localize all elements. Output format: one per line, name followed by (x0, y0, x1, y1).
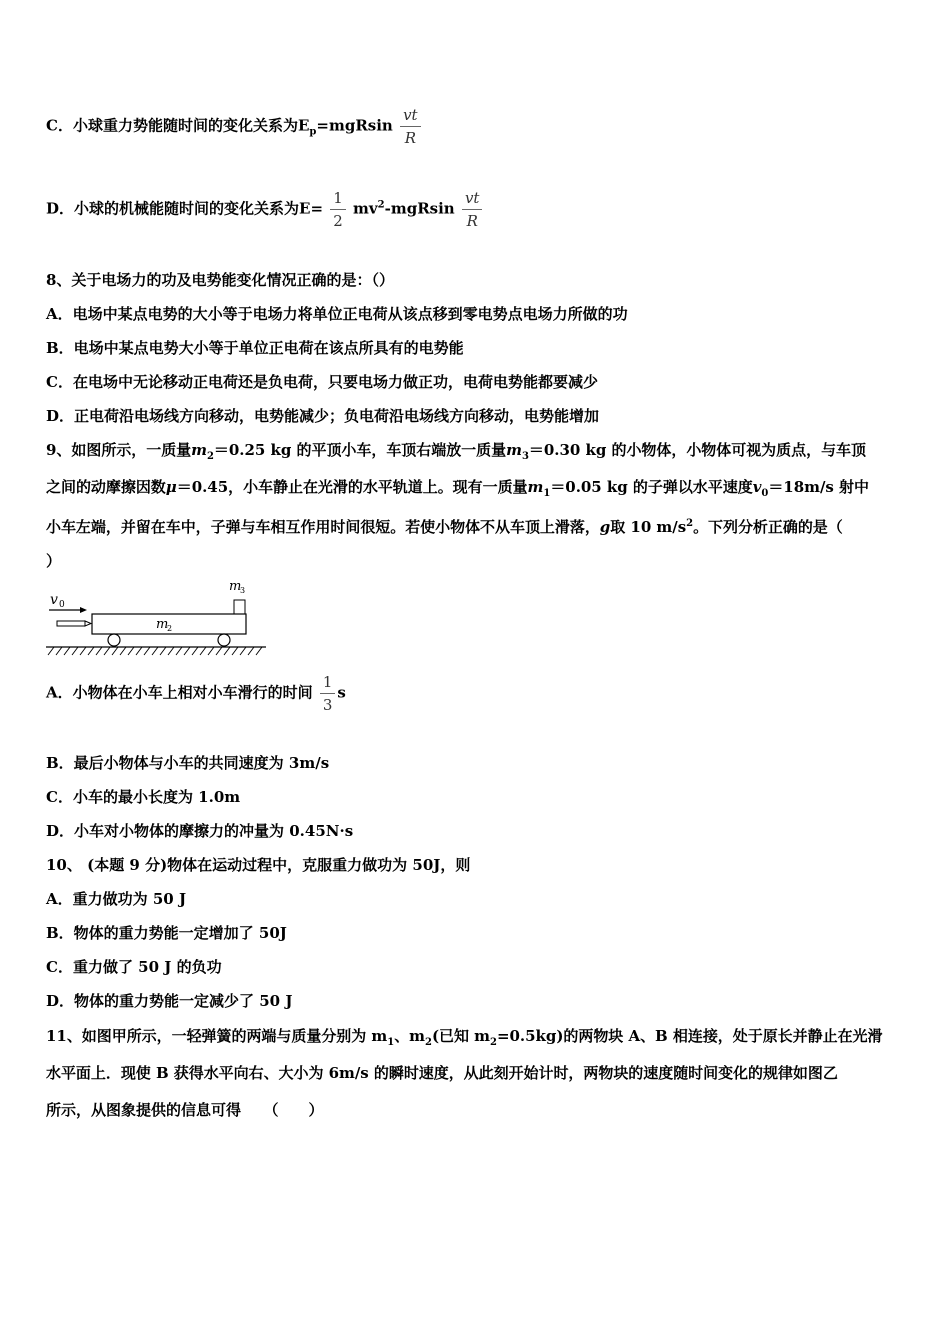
question-8-stem: 8、关于电场力的功及电势能变化情况正确的是：（） (46, 271, 394, 289)
option-10d: D．物体的重力势能一定减少了 50 J (46, 992, 293, 1010)
option-8b: B．电场中某点电势大小等于单位正电荷在该点所具有的电势能 (46, 339, 464, 357)
question-9-line-3: 小车左端，并留在车中，子弹与车相互作用时间很短。若使小物体不从车顶上滑落，g取 10 $m/s^2$。下列分析正确的是（ (46, 518, 843, 536)
bullet-icon (57, 621, 85, 626)
question-10-stem: 10、 (本题 9 分)物体在运动过程中，克服重力做功为 50J，则 (46, 856, 471, 874)
question-11-line-1: 11、如图甲所示，一轻弹簧的两端与质量分别为 $m_1$、$m_2$(已知 $m_2=0.5kg$)的两物块 A、B 相连接，处于原长并静止在光滑 (46, 1027, 883, 1048)
wheel-left-icon (108, 634, 120, 646)
option-7d: D．小球的机械能随时间的变化关系为E= $\frac{1}{2}$ $mv^2$-mgRsin $\frac{vt}{R}$ (46, 187, 484, 232)
fraction-vt-over-r: $\frac{vt}{R}$ (400, 104, 421, 149)
question-9-line-1: 9、如图所示，一质量$m_2=0.25$ kg 的平顶小车，车顶右端放一质量$m_3=0.30$ kg 的小物体，小物体可视为质点，与车顶 (46, 441, 866, 462)
option-8c: C．在电场中无论移动正电荷还是负电荷，只要电场力做正功，电荷电势能都要减少 (46, 373, 598, 391)
option-10c: C．重力做了 50 J 的负功 (46, 958, 222, 976)
bullet-tip-icon (85, 621, 91, 626)
question-9-line-2: 之间的动摩擦因数μ＝0.45，小车静止在光滑的水平轨道上。现有一质量$m_1=0.05$ kg 的子弹以水平速度$v_0=18m/s$ 射中 (46, 478, 869, 499)
fraction-vt-over-r: $\frac{vt}{R}$ (462, 187, 483, 232)
option-9d: D．小车对小物体的摩擦力的冲量为 0.45N·s (46, 822, 354, 840)
arrowhead-icon (80, 607, 87, 613)
m2-sub: 2 (167, 624, 173, 633)
wheel-right-icon (218, 634, 230, 646)
option-9a: A．小物体在小车上相对小车滑行的时间 $\frac{1}{3}$ s (46, 673, 346, 714)
question-9-line-4: ） (46, 552, 62, 570)
m2-label: m (156, 617, 169, 632)
m3-label: m (229, 579, 242, 594)
option-10a: A．重力做功为 50 J (46, 890, 187, 908)
fraction-one-third: $\frac{1}{3}$ (320, 671, 336, 716)
option-8d: D．正电荷沿电场线方向移动，电势能减少；负电荷沿电场线方向移动，电势能增加 (46, 407, 600, 425)
v0-label: v (50, 592, 58, 608)
option-7c: C．小球重力势能随时间的变化关系为$E_p=mgRsin$ $\frac{vt}{R}$ (46, 104, 423, 149)
option-9b: B．最后小物体与小车的共同速度为 3m/s (46, 754, 330, 772)
option-8a: A．电场中某点电势的大小等于电场力将单位正电荷从该点移到零电势点电场力所做的功 (46, 305, 628, 323)
option-9c: C．小车的最小长度为 1.0m (46, 788, 241, 806)
option-7d-text: D．小球的机械能随时间的变化关系为 (46, 199, 300, 218)
option-10b: B．物体的重力势能一定增加了 50J (46, 924, 287, 942)
option-7c-text: C．小球重力势能随时间的变化关系为 (46, 116, 298, 135)
question-11-line-2: 水平面上．现使 B 获得水平向右、大小为 6m/s 的瞬时速度，从此刻开始计时，两物块的速度随时间变化的规律如图乙 (46, 1064, 838, 1082)
v0-sub: 0 (59, 600, 65, 610)
small-block (234, 600, 245, 614)
cart-diagram (44, 576, 269, 658)
ground-hatching (48, 647, 262, 655)
m3-sub: 3 (240, 586, 246, 595)
fraction-one-half: $\frac{1}{2}$ (330, 187, 346, 232)
question-11-line-3: 所示，从图象提供的信息可得 （ ） (46, 1101, 324, 1119)
